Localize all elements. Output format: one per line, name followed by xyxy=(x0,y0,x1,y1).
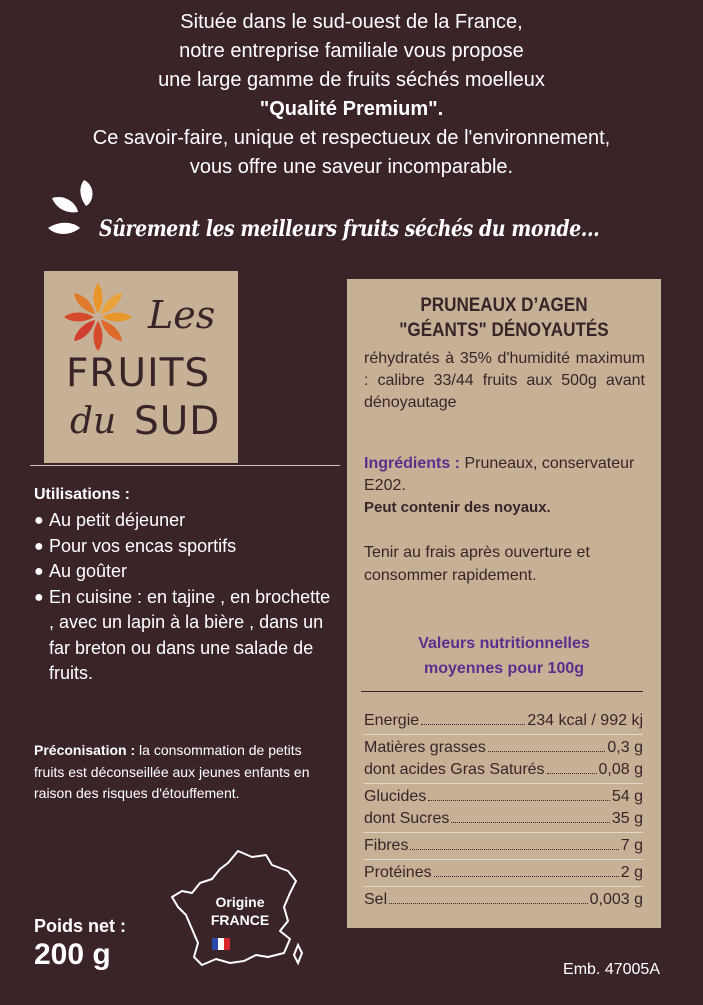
table-row xyxy=(364,786,643,808)
intro-line: vous offre une saveur incomparable. xyxy=(189,156,514,178)
nutrient-name: Sel xyxy=(364,891,388,908)
emb-code: Emb. 47005A xyxy=(563,961,660,978)
table-row xyxy=(364,835,643,857)
intro-line-premium: "Qualité Premium". xyxy=(259,98,444,120)
preconisation xyxy=(34,740,324,805)
logo-fruits: FRUITS xyxy=(66,351,211,396)
nutrient-value: 35 g xyxy=(611,810,643,827)
bullet-icon: ● xyxy=(34,563,44,580)
brand-logo xyxy=(44,271,238,463)
preconisation-label: Préconisation : xyxy=(34,742,136,758)
bullet-icon: ● xyxy=(34,512,44,529)
nutrient-value: 54 g xyxy=(611,788,643,805)
nutrient-name: Fibres xyxy=(364,837,409,854)
list-item xyxy=(34,534,334,560)
intro-line: Située dans le sud-ouest de la France, xyxy=(180,11,523,33)
leaf-icon xyxy=(44,176,100,242)
nutrition-divider xyxy=(361,691,643,692)
nutrient-value: 0,08 g xyxy=(598,761,643,778)
product-subtitle: réhydratés à 35% d'humidité maximum : calibre 33/44 fruits aux 500g avant dénoyautage xyxy=(364,350,645,411)
product-title-line2: "GÉANTS" DÉNOYAUTÉS xyxy=(399,320,609,341)
table-row xyxy=(364,808,643,830)
origin-line1: Origine xyxy=(215,894,265,910)
list-item xyxy=(34,508,334,534)
list-item xyxy=(34,585,334,687)
flower-icon xyxy=(62,281,134,353)
french-flag-icon xyxy=(212,938,230,950)
product-title xyxy=(363,293,646,343)
bullet-icon: ● xyxy=(34,588,44,606)
ingredients xyxy=(364,453,645,519)
nutrient-value: 0,003 g xyxy=(589,891,643,908)
table-row xyxy=(364,759,643,781)
origin-line2: FRANCE xyxy=(210,912,270,928)
nutrient-name: Energie xyxy=(364,712,420,729)
divider xyxy=(30,465,340,466)
usage-title: Utilisations : xyxy=(34,486,131,503)
nutrient-value: 7 g xyxy=(620,837,643,854)
nutrition-title xyxy=(347,631,661,681)
ingredients-text: Pruneaux, conservateur E202. xyxy=(364,455,635,494)
intro-line: notre entreprise familiale vous propose xyxy=(179,40,524,62)
usage-section xyxy=(34,486,334,687)
logo-du: du xyxy=(70,401,117,442)
nutrient-name: Glucides xyxy=(364,788,427,805)
table-row xyxy=(364,710,643,732)
intro-text xyxy=(0,8,703,182)
usage-item-text: Pour vos encas sportifs xyxy=(49,535,237,556)
table-row xyxy=(364,737,643,759)
net-weight xyxy=(34,916,126,973)
net-weight-value: 200 g xyxy=(34,938,111,971)
allergen-note: Peut contenir des noyaux. xyxy=(364,499,551,516)
slogan-row xyxy=(44,176,684,246)
list-item xyxy=(34,559,334,585)
storage-note: Tenir au frais après ouverture et consommer rapidement. xyxy=(364,544,590,584)
net-weight-label: Poids net : xyxy=(34,916,127,936)
nutrient-value: 0,3 g xyxy=(607,739,643,756)
table-row xyxy=(364,862,643,884)
nutrient-name: Matières grasses xyxy=(364,739,486,756)
nutrition-table xyxy=(364,710,643,911)
preconisation-text: la consommation de petits fruits est déconseillée aux jeunes enfants en raison des risques d'étouffement. xyxy=(34,742,310,801)
bullet-icon: ● xyxy=(34,537,44,555)
product-title-line1: PRUNEAUX D’AGEN xyxy=(420,295,588,316)
table-row xyxy=(364,889,643,911)
usage-list xyxy=(34,508,334,687)
nutrient-name: Protéines xyxy=(364,864,432,881)
usage-item-text: En cuisine : en tajine , en brochette , avec un lapin à la bière , dans un far breton ou dans une salade de fruits. xyxy=(49,586,331,683)
logo-sud: SUD xyxy=(134,399,221,444)
product-panel xyxy=(347,279,661,928)
usage-item-text: Au goûter xyxy=(49,561,128,581)
ingredients-label: Ingrédients : xyxy=(364,455,461,472)
nutrition-title-line2: moyennes pour 100g xyxy=(423,660,585,677)
nutrient-value: 2 g xyxy=(620,864,643,881)
origin-label xyxy=(200,893,280,929)
nutrient-name: dont acides Gras Saturés xyxy=(364,761,545,778)
nutrition-title-line1: Valeurs nutritionnelles xyxy=(418,635,590,652)
intro-line: Ce savoir-faire, unique et respectueux de l'environnement, xyxy=(92,127,611,149)
logo-les: Les xyxy=(148,293,216,337)
slogan: Sûrement les meilleurs fruits séchés du monde... xyxy=(99,216,600,242)
nutrient-value: 234 kcal / 992 kj xyxy=(527,712,643,729)
intro-line: une large gamme de fruits séchés moelleux xyxy=(158,69,545,91)
nutrient-name: dont Sucres xyxy=(364,810,450,827)
usage-item-text: Au petit déjeuner xyxy=(49,510,186,530)
